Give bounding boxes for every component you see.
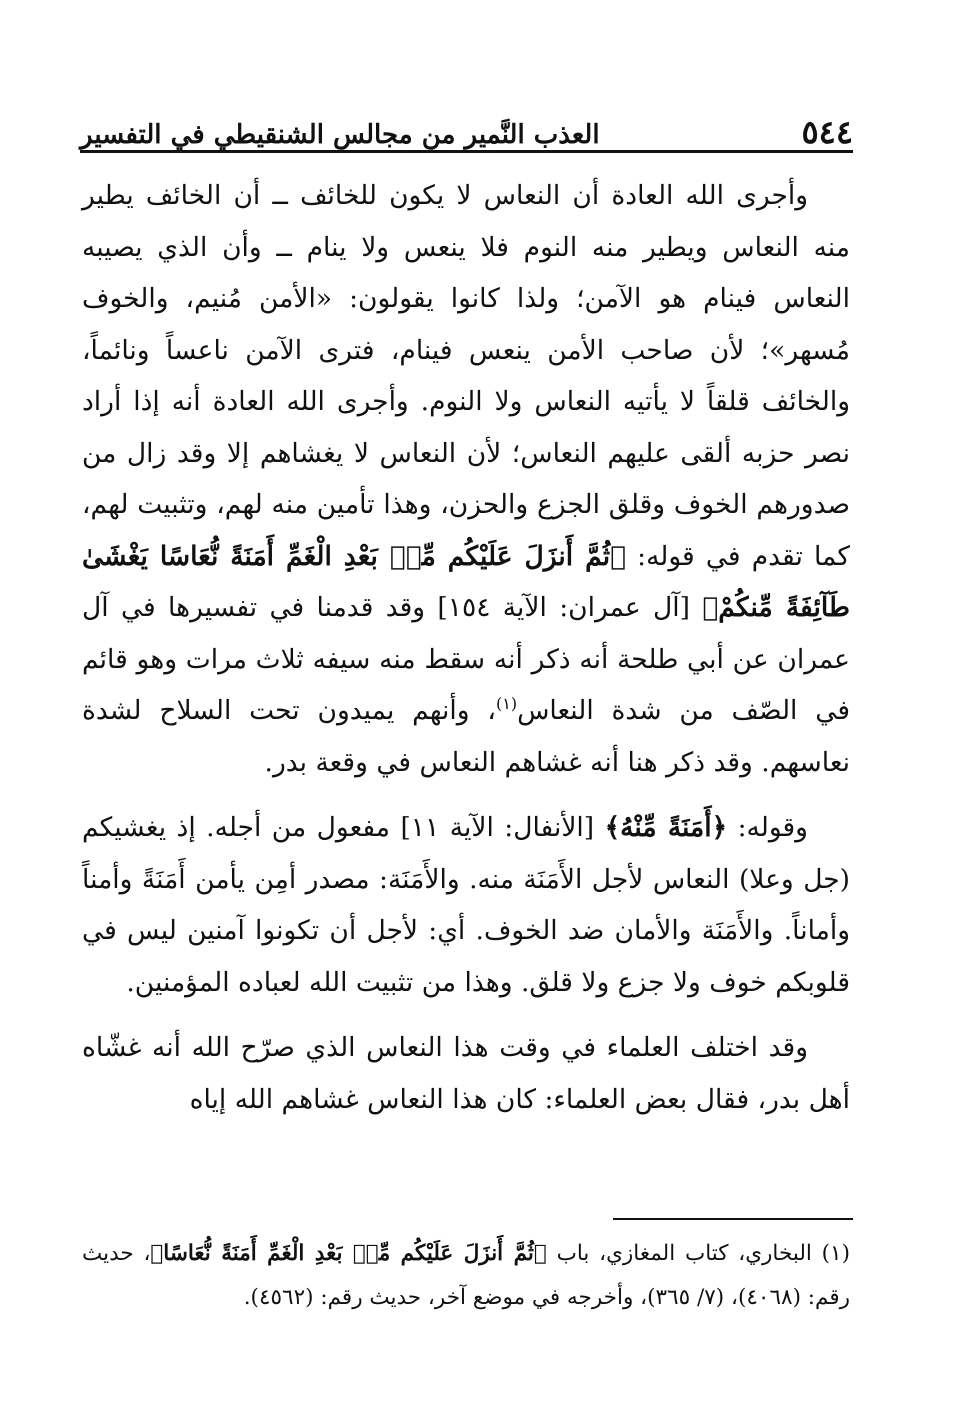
footnotes [82,1232,850,1320]
running-title: العذب النَّمير من مجالس الشنقيطي في التفسير [80,120,600,150]
paragraph-2 [82,802,850,1008]
page-body [82,170,850,1139]
paragraph-1 [82,170,850,788]
page-header [80,100,853,153]
quran-verse: ﴿ثُمَّ أَنزَلَ عَلَيْكُم مِّنۢ بَعْدِ الْغَمِّ أَمَنَةً نُّعَاسًا يَغْشَىٰ طَآئِفَةً مِّنكُمْ﴾ [82,540,850,623]
footnote-divider [613,1218,853,1220]
paragraph-2-text-b: [الأنفال: الآية ١١] مفعول من أجله. إذ يغشيكم (جل وعلا) النعاس لأجل الأَمَنَة منه. والأَمَنَة: مصدر أمِن يأمن أَمَنَةً وأمناً وأماناً. والأَمَنَة والأمان ضد الخوف. أي: لأجل أن تكونوا آمنين ليس في قلوبكم خوف ولا جزع ولا قلق. وهذا من تثبيت الله لعباده المؤمنين. [82,812,850,998]
paragraph-1-text-c: ، وأنهم يميدون تحت السلاح لشدة نعاسهم. وقد ذكر هنا أنه غشاهم النعاس في وقعة بدر. [82,695,850,778]
paragraph-1-text-a: وأجرى الله العادة أن النعاس لا يكون للخائف ــ أن الخائف يطير منه النعاس ويطير منه النوم فلا ينعس ولا ينام ــ وأن الذي يصيبه النعاس فينام هو الآمن؛ ولذا كانوا يقولون: «الأمن مُنيم، والخوف مُسهر»؛ لأن صاحب الأمن ينعس فينام، فترى الآمن ناعساً ونائماً، والخائف قلقاً لا يأتيه النعاس ولا النوم. وأجرى الله العادة أنه إذا أراد نصر حزبه ألقى عليهم النعاس؛ لأن النعاس لا يغشاهم إلا وقد زال من صدورهم الخوف وقلق الجزع والحزن، وهذا تأمين منه لهم، وتثبيت لهم، كما تقدم في قوله: [82,180,850,572]
page-number: ٥٤٤ [801,113,853,151]
quran-verse: ﴿ثُمَّ أَنزَلَ عَلَيْكُم مِّنۢ بَعْدِ الْغَمِّ أَمَنَةً نُّعَاسًا﴾ [150,1241,547,1266]
footnote-reference[interactable]: (١) [495,694,518,714]
footnote-1 [82,1232,850,1320]
quran-verse: ﴿أَمَنَةً مِّنْهُ﴾ [604,812,728,843]
footnote-1-text-a: (١) البخاري، كتاب المغازي، باب [556,1241,850,1266]
paragraph-2-text-a: وقوله: [737,812,808,843]
paragraph-3: وقد اختلف العلماء في وقت هذا النعاس الذي صرّح الله أنه غشّاه أهل بدر، فقال بعض العلماء: كان هذا النعاس غشاهم الله إياه [82,1032,850,1115]
paragraph-1-text-b: [آل عمران: الآية ١٥٤] وقد قدمنا في تفسيرها في آل عمران عن أبي طلحة أنه ذكر أنه سقط منه سيفه ثلاث مرات وهو قائم في الصّف من شدة النعاس [82,592,850,726]
footnote-1-text-b: ، حديث رقم: (٤٠٦٨)، (٧/ ٣٦٥)، وأخرجه في موضع آخر، حديث رقم: (٤٥٦٢). [82,1241,850,1310]
